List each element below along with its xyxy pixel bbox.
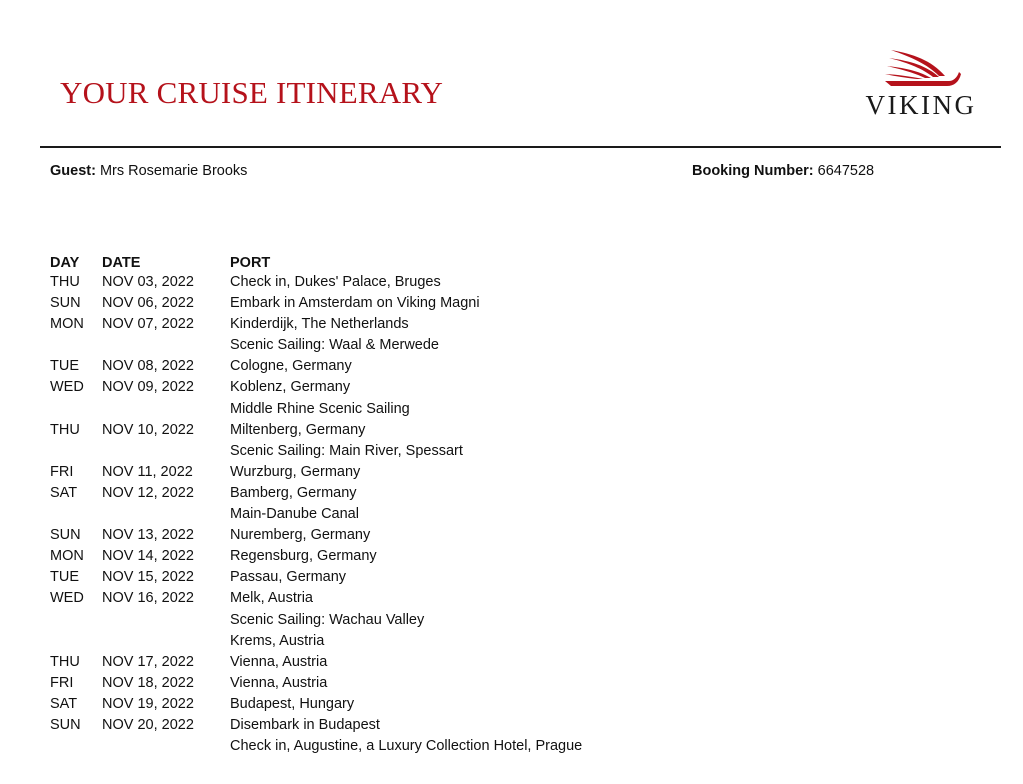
row-port: Disembark in Budapest (230, 716, 380, 733)
row-date: NOV 14, 2022 (102, 548, 194, 565)
row-date: NOV 11, 2022 (102, 463, 193, 480)
row-date: NOV 06, 2022 (102, 295, 194, 312)
row-day: SAT (50, 484, 78, 501)
row-date: NOV 12, 2022 (102, 484, 194, 501)
row-date: NOV 08, 2022 (102, 358, 194, 375)
row-day: THU (50, 653, 80, 670)
row-date: NOV 18, 2022 (102, 674, 194, 691)
row-port: Wurzburg, Germany (230, 463, 361, 480)
row-day: TUE (50, 358, 79, 375)
row-day: THU (50, 421, 80, 438)
row-port: Krems, Austria (230, 632, 325, 649)
row-day: WED (50, 590, 84, 607)
row-date: NOV 15, 2022 (102, 569, 194, 586)
row-port: Middle Rhine Scenic Sailing (230, 400, 410, 417)
row-port: Koblenz, Germany (230, 379, 351, 396)
header-divider (40, 146, 1001, 148)
row-port: Budapest, Hungary (230, 695, 355, 712)
booking-info (692, 163, 874, 179)
row-port: Passau, Germany (230, 569, 347, 586)
column-header-port: PORT (230, 255, 271, 271)
row-port: Bamberg, Germany (230, 484, 357, 501)
viking-logo (855, 46, 990, 126)
booking-label: Booking Number: (692, 163, 814, 179)
guest-info (50, 163, 247, 179)
row-day: MON (50, 548, 84, 565)
row-day: FRI (50, 674, 74, 691)
row-port: Scenic Sailing: Waal & Merwede (230, 337, 439, 354)
row-date: NOV 10, 2022 (102, 421, 194, 438)
row-date: NOV 07, 2022 (102, 316, 194, 333)
row-date: NOV 16, 2022 (102, 590, 194, 607)
row-day: MON (50, 316, 84, 333)
row-day: TUE (50, 569, 79, 586)
row-port: Check in, Augustine, a Luxury Collection Hotel, Prague (230, 738, 583, 755)
row-day: WED (50, 379, 84, 396)
row-day: FRI (50, 463, 74, 480)
row-date: NOV 13, 2022 (102, 527, 194, 544)
row-port: Scenic Sailing: Wachau Valley (230, 611, 425, 628)
row-port: Vienna, Austria (230, 653, 328, 670)
column-header-date: DATE (102, 255, 141, 271)
row-day: SAT (50, 695, 78, 712)
row-port: Melk, Austria (230, 590, 313, 607)
booking-number: 6647528 (817, 163, 875, 179)
logo-text: VIKING (865, 90, 977, 120)
row-day: SUN (50, 295, 81, 312)
row-port: Main-Danube Canal (230, 506, 359, 523)
row-port: Nuremberg, Germany (230, 527, 371, 544)
row-day: SUN (50, 527, 81, 544)
viking-ship-icon (883, 46, 963, 90)
row-port: Vienna, Austria (230, 674, 328, 691)
row-day: SUN (50, 716, 81, 733)
row-port: Kinderdijk, The Netherlands (230, 316, 409, 333)
row-port: Scenic Sailing: Main River, Spessart (230, 442, 463, 459)
row-port: Cologne, Germany (230, 358, 352, 375)
row-date: NOV 03, 2022 (102, 274, 194, 290)
row-day: THU (50, 274, 80, 290)
row-port: Embark in Amsterdam on Viking Magni (230, 295, 480, 312)
row-port: Miltenberg, Germany (230, 421, 366, 438)
page-title: YOUR CRUISE ITINERARY (60, 75, 444, 110)
row-port: Check in, Dukes' Palace, Bruges (230, 274, 441, 290)
row-date: NOV 17, 2022 (102, 653, 194, 670)
column-header-day: DAY (50, 255, 80, 271)
guest-name: Mrs Rosemarie Brooks (99, 163, 248, 179)
guest-label: Guest: (50, 163, 96, 179)
row-date: NOV 20, 2022 (102, 716, 194, 733)
row-port: Regensburg, Germany (230, 548, 377, 565)
row-date: NOV 19, 2022 (102, 695, 194, 712)
row-date: NOV 09, 2022 (102, 379, 194, 396)
